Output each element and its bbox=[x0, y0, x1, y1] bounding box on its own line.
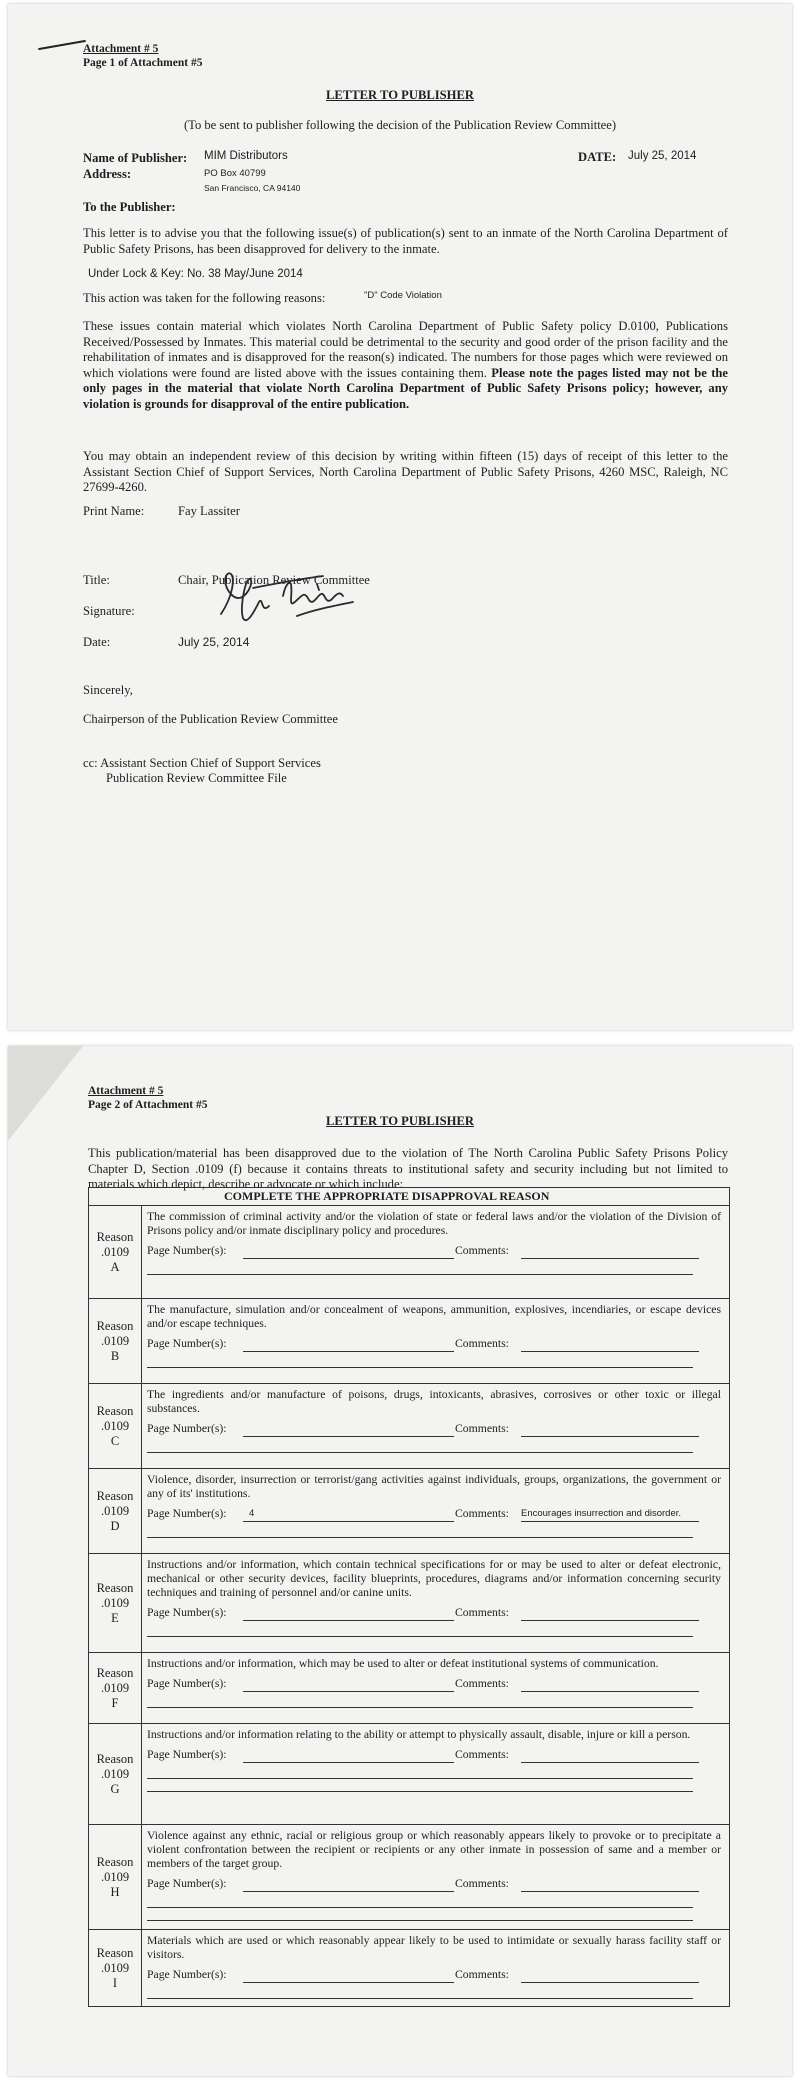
reason-row-f bbox=[89, 1653, 729, 1724]
handwritten-signature bbox=[213, 566, 358, 631]
comments-field[interactable]: Encourages insurrection and disorder. bbox=[521, 1507, 699, 1522]
reason-body bbox=[143, 1206, 729, 1275]
page-title-p2: LETTER TO PUBLISHER bbox=[326, 1114, 474, 1128]
address-line-1: PO Box 40799 bbox=[204, 168, 266, 179]
reason-label: Reason .0109 B bbox=[89, 1299, 142, 1383]
reason-row-i bbox=[89, 1930, 729, 2006]
page-numbers-line bbox=[147, 1422, 721, 1440]
page-numbers-line bbox=[147, 1677, 721, 1695]
reason-description: Instructions and/or information, which may be used to alter or defeat institutional systems of communication. bbox=[147, 1657, 659, 1670]
page-numbers-field[interactable] bbox=[243, 1748, 454, 1763]
reason-description: The ingredients and/or manufacture of poisons, drugs, intoxicants, abrasives, corrosives or other toxic or illegal substances. bbox=[147, 1388, 721, 1415]
comments-field[interactable] bbox=[521, 1422, 699, 1437]
reason-label: Reason .0109 H bbox=[89, 1825, 142, 1929]
reason-row-e bbox=[89, 1554, 729, 1653]
reason-description: Materials which are used or which reasonably appear likely to be used to intimidate or sexually harass facility staff or visitors. bbox=[147, 1934, 721, 1961]
date2-value: July 25, 2014 bbox=[178, 635, 250, 649]
page-numbers-line bbox=[147, 1606, 721, 1624]
page-numbers-label: Page Number(s): bbox=[147, 1748, 227, 1761]
comments-field[interactable] bbox=[521, 1337, 699, 1352]
letter-page-2 bbox=[8, 1046, 792, 2076]
comments-label: Comments: bbox=[455, 1422, 509, 1435]
reason-body bbox=[143, 1299, 729, 1368]
blank-line bbox=[147, 1895, 693, 1908]
address-line-2: San Francisco, CA 94140 bbox=[204, 183, 301, 193]
reason-label: Reason .0109 G bbox=[89, 1724, 142, 1824]
disapproval-reasons-table bbox=[88, 1187, 730, 2007]
comments-label: Comments: bbox=[455, 1677, 509, 1690]
attachment-label: Attachment # 5 bbox=[83, 43, 159, 55]
page-title: LETTER TO PUBLISHER bbox=[326, 88, 474, 102]
page-numbers-field[interactable] bbox=[243, 1606, 454, 1621]
reason-description: Instructions and/or information relating to the ability or attempt to physically assault, disable, injure or kill a person. bbox=[147, 1728, 691, 1741]
reason-label: Reason .0109 I bbox=[89, 1930, 142, 2006]
blank-line bbox=[147, 1766, 693, 1779]
page-numbers-label: Page Number(s): bbox=[147, 1606, 227, 1619]
blank-line bbox=[147, 1355, 693, 1368]
page-numbers-label: Page Number(s): bbox=[147, 1968, 227, 1981]
cc-line-2: Publication Review Committee File bbox=[106, 771, 287, 785]
page-numbers-label: Page Number(s): bbox=[147, 1877, 227, 1890]
reason-body bbox=[143, 1653, 729, 1708]
to-publisher: To the Publisher: bbox=[83, 200, 176, 214]
reason-description: The manufacture, simulation and/or concealment of weapons, ammunition, explosives, incendiaries, or escape devices and/or escape techniques. bbox=[147, 1303, 721, 1330]
page-numbers-field[interactable] bbox=[243, 1877, 454, 1892]
comments-field[interactable] bbox=[521, 1244, 699, 1259]
policy-paragraph bbox=[83, 319, 728, 412]
comments-field[interactable] bbox=[521, 1968, 699, 1983]
page-numbers-field[interactable] bbox=[243, 1968, 454, 1983]
chairperson: Chairperson of the Publication Review Committee bbox=[83, 712, 338, 726]
sincerely: Sincerely, bbox=[83, 683, 133, 697]
page-subtitle: (To be sent to publisher following the decision of the Publication Review Committee) bbox=[183, 118, 617, 132]
reason-description: Instructions and/or information, which contain technical specifications for or may be used to alter or defeat electronic, mechanical or other security devices, facility blueprints, procedures, diagrams and/or information concerning security techniques and training of personnel and/or canine units. bbox=[147, 1558, 721, 1599]
reason-description: The commission of criminal activity and/or the violation of state or federal laws and/or the violation of the Division of Prisons policy and/or inmate disciplinary policy and procedures. bbox=[147, 1210, 721, 1237]
comments-label: Comments: bbox=[455, 1877, 509, 1890]
reason-body bbox=[143, 1825, 729, 1921]
title-value: Chair, Publication Review Committee bbox=[178, 573, 370, 587]
comments-field[interactable] bbox=[521, 1877, 699, 1892]
reason-description: Violence, disorder, insurrection or terrorist/gang activities against individuals, groups, organizations, the government or any of its' institutions. bbox=[147, 1473, 721, 1500]
reason-body bbox=[143, 1724, 729, 1792]
page-label: Page 1 of Attachment #5 bbox=[83, 57, 203, 69]
publication-title: Under Lock & Key: No. 38 May/June 2014 bbox=[88, 268, 303, 280]
reason-label: Reason .0109 C bbox=[89, 1384, 142, 1468]
review-paragraph: You may obtain an independent review of this decision by writing within fifteen (15) days of receipt of this letter to the Assistant Section Chief of Support Services, North Carolina Department of Public Safety Prisons, 4260 MSC, Raleigh, NC 27699-4260. bbox=[83, 449, 728, 494]
comments-label: Comments: bbox=[455, 1606, 509, 1619]
signature-image bbox=[213, 566, 358, 631]
page-numbers-label: Page Number(s): bbox=[147, 1507, 227, 1520]
reason-row-c bbox=[89, 1384, 729, 1469]
reason-body bbox=[143, 1469, 729, 1538]
policy-text: These issues contain material which violates North Carolina Department of Public Safety policy D.0100, Publications Received/Possessed by Inmates. This material could be detrimental to the security and good order of the prison facility and the rehabilitation of inmates and is disapproved for the reason(s) indicated. The numbers for those pages which were reviewed on which violations were found are listed above with the issues containing them. bbox=[83, 319, 728, 380]
action-reason: "D" Code Violation bbox=[364, 290, 442, 301]
page-numbers-line bbox=[147, 1748, 721, 1766]
comments-label: Comments: bbox=[455, 1507, 509, 1520]
page-numbers-field[interactable]: 4 bbox=[243, 1507, 454, 1522]
reason-label: Reason .0109 A bbox=[89, 1206, 142, 1298]
reason-row-b bbox=[89, 1299, 729, 1384]
action-label: This action was taken for the following reasons: bbox=[83, 291, 326, 305]
reason-row-a bbox=[89, 1206, 729, 1299]
publisher-name-label: Name of Publisher: bbox=[83, 151, 188, 165]
page-numbers-field[interactable] bbox=[243, 1422, 454, 1437]
blank-line bbox=[147, 1262, 693, 1275]
print-name-value: Fay Lassiter bbox=[178, 504, 240, 518]
comments-label: Comments: bbox=[455, 1968, 509, 1981]
page-numbers-line bbox=[147, 1507, 721, 1525]
blank-line bbox=[147, 1908, 693, 1921]
page-label-p2: Page 2 of Attachment #5 bbox=[88, 1099, 208, 1111]
date2-label: Date: bbox=[83, 635, 111, 649]
address-label: Address: bbox=[83, 167, 132, 181]
page-numbers-field[interactable] bbox=[243, 1244, 454, 1259]
cc-line-1: cc: Assistant Section Chief of Support Services bbox=[83, 756, 321, 770]
page-numbers-line bbox=[147, 1244, 721, 1262]
policy-note-bold: Please note the pages listed may not be the only pages in the material that violate North Carolina Department of Public Safety Prisons policy; however, any violation is grounds for disapproval of the entire publication. bbox=[83, 365, 728, 411]
scan-mark bbox=[38, 40, 86, 50]
reason-row-d bbox=[89, 1469, 729, 1554]
table-header: COMPLETE THE APPROPRIATE DISAPPROVAL REASON bbox=[89, 1188, 729, 1206]
reason-body bbox=[143, 1930, 729, 1999]
intro-paragraph: This publication/material has been disapproved due to the violation of The North Carolina Public Safety Prisons Policy Chapter D, Section .0109 (f) because it contains threats to institutional safety and security including but not limited to materials which depict, describe or advocate or which include: bbox=[88, 1146, 728, 1191]
comments-field[interactable] bbox=[521, 1606, 699, 1621]
blank-line bbox=[147, 1624, 693, 1637]
page-numbers-label: Page Number(s): bbox=[147, 1677, 227, 1690]
print-name-label: Print Name: bbox=[83, 504, 145, 518]
comments-label: Comments: bbox=[455, 1244, 509, 1257]
reason-body bbox=[143, 1554, 729, 1637]
advise-paragraph: This letter is to advise you that the following issue(s) of publication(s) sent to an inmate of the North Carolina Department of Public Safety Prisons, has been disapproved for delivery to the inmate. bbox=[83, 226, 728, 256]
page-numbers-field[interactable] bbox=[243, 1677, 454, 1692]
reason-row-h bbox=[89, 1825, 729, 1930]
blank-line bbox=[147, 1779, 693, 1792]
reason-label: Reason .0109 F bbox=[89, 1653, 142, 1723]
comments-field[interactable] bbox=[521, 1677, 699, 1692]
comments-field[interactable] bbox=[521, 1748, 699, 1763]
page-numbers-line bbox=[147, 1968, 721, 1986]
reason-description: Violence against any ethnic, racial or religious group or which reasonably appears likely to provoke or to precipitate a violent confrontation between the recipient or recipients or any other inmate in possession of same and a member or members of the target group. bbox=[147, 1829, 721, 1870]
title-label: Title: bbox=[83, 573, 110, 587]
reason-rows bbox=[89, 1206, 729, 2006]
comments-label: Comments: bbox=[455, 1337, 509, 1350]
blank-line bbox=[147, 1440, 693, 1453]
publisher-name: MIM Distributors bbox=[204, 150, 288, 162]
reason-body bbox=[143, 1384, 729, 1453]
date-value: July 25, 2014 bbox=[628, 150, 697, 162]
blank-line bbox=[147, 1986, 693, 1999]
page-numbers-label: Page Number(s): bbox=[147, 1337, 227, 1350]
reason-label: Reason .0109 E bbox=[89, 1554, 142, 1652]
page-numbers-label: Page Number(s): bbox=[147, 1244, 227, 1257]
page-numbers-label: Page Number(s): bbox=[147, 1422, 227, 1435]
page-numbers-field[interactable] bbox=[243, 1337, 454, 1352]
page-numbers-line bbox=[147, 1877, 721, 1895]
signature-label: Signature: bbox=[83, 604, 135, 618]
reason-row-g bbox=[89, 1724, 729, 1825]
attachment-label-p2: Attachment # 5 bbox=[88, 1085, 164, 1097]
date-label: DATE: bbox=[578, 150, 617, 164]
blank-line bbox=[147, 1525, 693, 1538]
reason-label: Reason .0109 D bbox=[89, 1469, 142, 1553]
page-numbers-line bbox=[147, 1337, 721, 1355]
comments-label: Comments: bbox=[455, 1748, 509, 1761]
blank-line bbox=[147, 1695, 693, 1708]
letter-page-1 bbox=[8, 4, 792, 1030]
